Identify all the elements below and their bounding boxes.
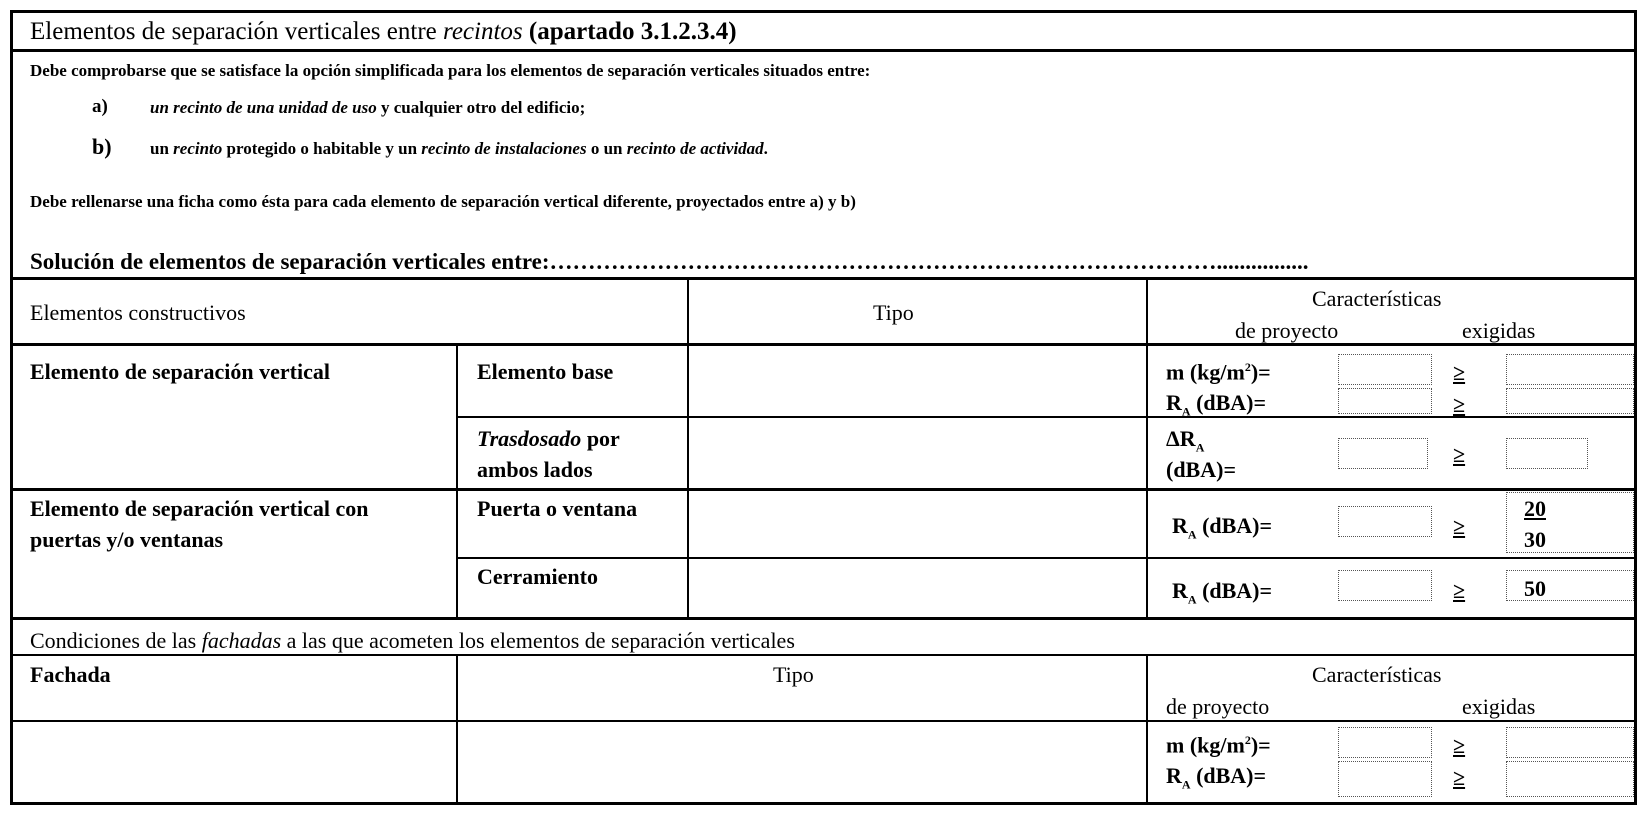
label-delta-ra: $\Delta R_A$ bbox=[1166, 426, 1205, 455]
label-m-kg-m2: m $(kg/m^2)=$ bbox=[1166, 359, 1271, 385]
table1-col2-divider bbox=[687, 279, 689, 618]
table2-header-bottom bbox=[10, 720, 1637, 722]
label-ra-dba: $R_A$ (dBA)= bbox=[1166, 390, 1267, 419]
ra-cerramiento-proyecto-field[interactable] bbox=[1338, 570, 1432, 601]
col-fachada: Fachada bbox=[30, 662, 111, 687]
col-caracteristicas: Características bbox=[1312, 286, 1442, 311]
col-caracteristicas-fachada: Características bbox=[1312, 662, 1442, 687]
outer-border-bottom bbox=[10, 802, 1637, 805]
title-underline bbox=[10, 49, 1637, 52]
col-exigidas-fachada: exigidas bbox=[1462, 694, 1536, 719]
col-elementos-constructivos: Elementos constructivos bbox=[30, 300, 246, 325]
item-a-label: a) bbox=[92, 96, 108, 117]
section-title: Elementos de separación verticales entre recintos (apartado 3.1.2.3.4) bbox=[30, 18, 737, 45]
ra-exigida-field[interactable] bbox=[1506, 388, 1634, 414]
row-puerta-ventana: Puerta o ventana bbox=[477, 496, 638, 521]
outer-border-top bbox=[10, 10, 1637, 13]
geq-symbol: ≥ bbox=[1453, 392, 1466, 417]
m-fachada-proyecto-field[interactable] bbox=[1338, 727, 1432, 758]
row-trasdosado-line2: ambos lados bbox=[477, 457, 593, 482]
m-exigida-field[interactable] bbox=[1506, 354, 1634, 385]
geq-symbol: ≥ bbox=[1453, 765, 1466, 790]
geq-symbol: ≥ bbox=[1453, 442, 1466, 467]
table1-row2-mid bbox=[457, 557, 1637, 559]
delta-ra-exigida-field[interactable] bbox=[1506, 438, 1588, 469]
col-de-proyecto-fachada: de proyecto bbox=[1166, 694, 1270, 719]
label-ra-dba-puerta: $R_A$ (dBA)= bbox=[1172, 513, 1273, 542]
col-tipo-fachada: Tipo bbox=[773, 662, 814, 687]
table1-row1-bottom bbox=[10, 488, 1637, 491]
condiciones-fachadas: Condiciones de las fachadas a las que acometen los elementos de separación verticales bbox=[30, 628, 795, 653]
col-tipo: Tipo bbox=[873, 300, 914, 325]
table1-top-border bbox=[10, 277, 1637, 280]
label-ra-dba-fachada: $R_A$ (dBA)= bbox=[1166, 763, 1267, 792]
table1-header-bottom bbox=[10, 343, 1637, 346]
row-cerramiento: Cerramiento bbox=[477, 564, 598, 589]
row-elemento-base: Elemento base bbox=[477, 359, 614, 384]
req-value-20: 20 bbox=[1524, 496, 1546, 521]
m-proyecto-field[interactable] bbox=[1338, 354, 1432, 385]
ra-fachada-exigida-field[interactable] bbox=[1506, 761, 1634, 797]
ra-fachada-proyecto-field[interactable] bbox=[1338, 761, 1432, 797]
geq-symbol: ≥ bbox=[1453, 514, 1466, 539]
delta-ra-proyecto-field[interactable] bbox=[1338, 438, 1428, 469]
req-value-50: 50 bbox=[1524, 576, 1546, 601]
intro-line-1: Debe comprobarse que se satisface la opción simplificada para los elementos de separación verticales situados entre: bbox=[30, 61, 871, 80]
table2-col1-divider bbox=[456, 655, 458, 803]
table2-col2-divider bbox=[1146, 655, 1148, 803]
ra-proyecto-field[interactable] bbox=[1338, 388, 1432, 414]
table1-bottom bbox=[10, 617, 1637, 620]
outer-border-left bbox=[10, 10, 13, 805]
m-fachada-exigida-field[interactable] bbox=[1506, 727, 1634, 758]
outer-border-right bbox=[1634, 10, 1637, 805]
label-delta-ra-dba: (dBA)= bbox=[1166, 457, 1236, 482]
label-ra-dba-cerramiento: $R_A$ (dBA)= bbox=[1172, 578, 1273, 607]
table1-col1-divider bbox=[456, 345, 458, 618]
item-b-text: un recinto protegido o habitable y un recinto de instalaciones o un recinto de actividad. bbox=[150, 139, 768, 158]
row-elemento-con-puertas: Elemento de separación vertical con bbox=[30, 496, 369, 521]
label-m-kg-m2-fachada: m $(kg/m^2)=$ bbox=[1166, 732, 1271, 758]
row-elemento-separacion-vertical: Elemento de separación vertical bbox=[30, 359, 330, 384]
table2-header-top bbox=[10, 654, 1637, 656]
intro-line-2: Debe rellenarse una ficha como ésta para cada elemento de separación vertical diferente, proyectados entre a) y b) bbox=[30, 192, 856, 211]
ra-puerta-proyecto-field[interactable] bbox=[1338, 506, 1432, 537]
row-trasdosado: Trasdosado por bbox=[477, 426, 620, 451]
col-de-proyecto: de proyecto bbox=[1235, 318, 1339, 343]
item-a-text: un recinto de una unidad de uso y cualquier otro del edificio; bbox=[150, 98, 586, 117]
geq-symbol: ≥ bbox=[1453, 578, 1466, 603]
geq-symbol: ≥ bbox=[1453, 733, 1466, 758]
row-elemento-con-puertas-line2: puertas y/o ventanas bbox=[30, 527, 224, 552]
geq-symbol: ≥ bbox=[1453, 360, 1466, 385]
table1-col3-divider bbox=[1146, 279, 1148, 618]
item-b-label: b) bbox=[92, 134, 112, 159]
solucion-line: Solución de elementos de separación verticales entre:……………………………………………………………………………................ bbox=[30, 249, 1309, 274]
col-exigidas: exigidas bbox=[1462, 318, 1536, 343]
req-value-30: 30 bbox=[1524, 527, 1546, 552]
